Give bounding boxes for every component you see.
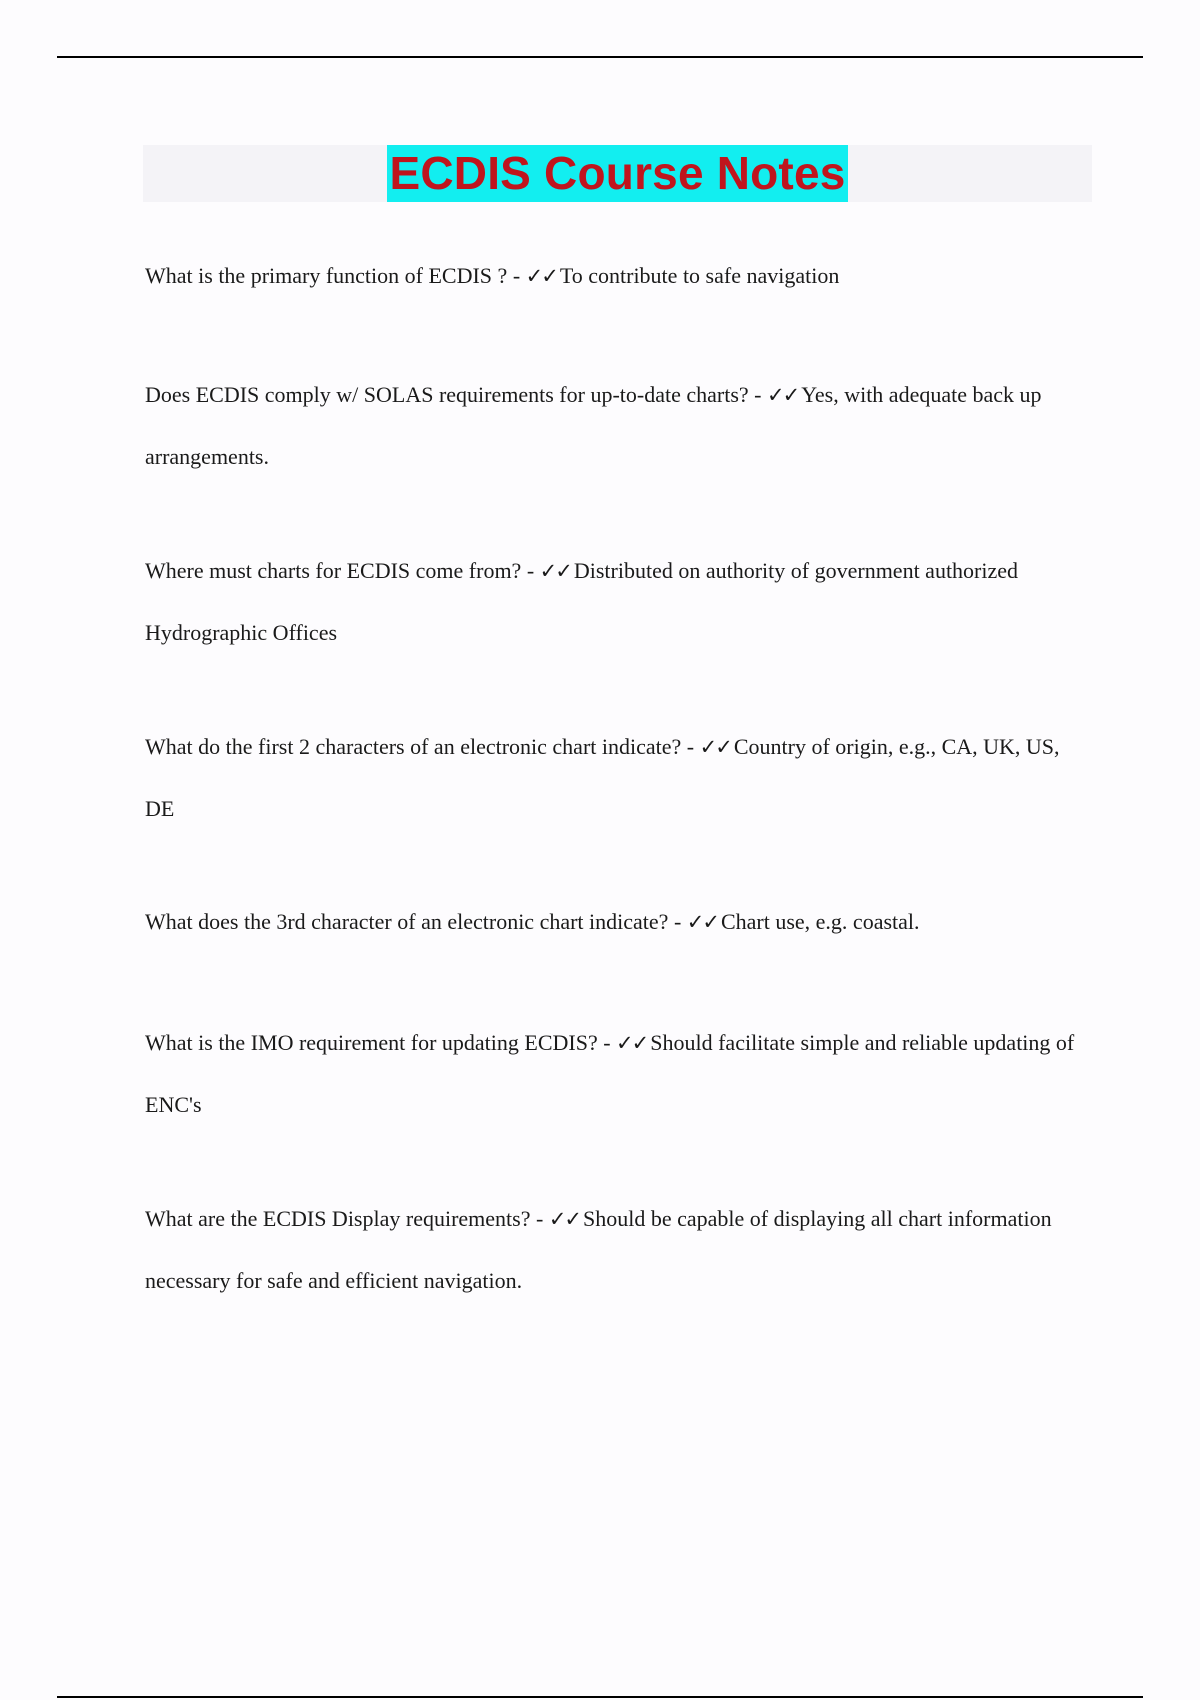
separator: - bbox=[681, 734, 700, 759]
qa-item-1 bbox=[145, 245, 1075, 307]
question-text: What is the primary function of ECDIS ? bbox=[145, 263, 508, 288]
answer-text: To contribute to safe navigation bbox=[559, 263, 840, 288]
separator: - bbox=[597, 1030, 617, 1055]
double-check-icon: ✓✓ bbox=[699, 735, 731, 759]
separator: - bbox=[521, 558, 540, 583]
double-check-icon: ✓✓ bbox=[616, 1031, 648, 1055]
separator: - bbox=[530, 1206, 549, 1231]
top-rule bbox=[57, 56, 1143, 58]
question-text: Where must charts for ECDIS come from? bbox=[145, 558, 522, 583]
document-title: ECDIS Course Notes bbox=[387, 145, 847, 202]
qa-item-2 bbox=[145, 364, 1075, 487]
qa-item-7 bbox=[145, 1188, 1075, 1311]
answer-text: Should facilitate simple and reliable updating of ENC's bbox=[145, 1030, 1075, 1117]
question-text: Does ECDIS comply w/ SOLAS requirements for up-to-date charts? bbox=[145, 382, 749, 407]
double-check-icon: ✓✓ bbox=[766, 383, 799, 407]
qa-item-4 bbox=[145, 716, 1075, 839]
question-text: What do the first 2 characters of an electronic chart indicate? bbox=[145, 734, 682, 759]
separator: - bbox=[668, 909, 687, 934]
qa-item-6 bbox=[145, 1012, 1075, 1135]
question-text: What does the 3rd character of an electronic chart indicate? bbox=[145, 909, 669, 934]
answer-text: Yes, with adequate back up arrangements. bbox=[145, 382, 1042, 469]
qa-item-5 bbox=[145, 891, 1075, 953]
answer-text: Chart use, e.g. coastal. bbox=[720, 909, 920, 934]
title-bar bbox=[143, 145, 1092, 202]
answer-text: Distributed on authority of government authorized Hydrographic Offices bbox=[145, 558, 1019, 645]
double-check-icon: ✓✓ bbox=[548, 1207, 581, 1231]
double-check-icon: ✓✓ bbox=[525, 264, 557, 288]
double-check-icon: ✓✓ bbox=[539, 559, 571, 583]
qa-item-3 bbox=[145, 540, 1075, 663]
double-check-icon: ✓✓ bbox=[686, 910, 718, 934]
question-text: What are the ECDIS Display requirements? bbox=[145, 1206, 531, 1231]
separator: - bbox=[748, 382, 767, 407]
separator: - bbox=[507, 263, 526, 288]
answer-text: Should be capable of displaying all chart information necessary for safe and efficient navigation. bbox=[145, 1206, 1052, 1293]
bottom-rule bbox=[57, 1696, 1143, 1698]
answer-text: Country of origin, e.g., CA, UK, US, DE bbox=[145, 734, 1060, 821]
question-text: What is the IMO requirement for updating ECDIS? bbox=[145, 1030, 598, 1055]
